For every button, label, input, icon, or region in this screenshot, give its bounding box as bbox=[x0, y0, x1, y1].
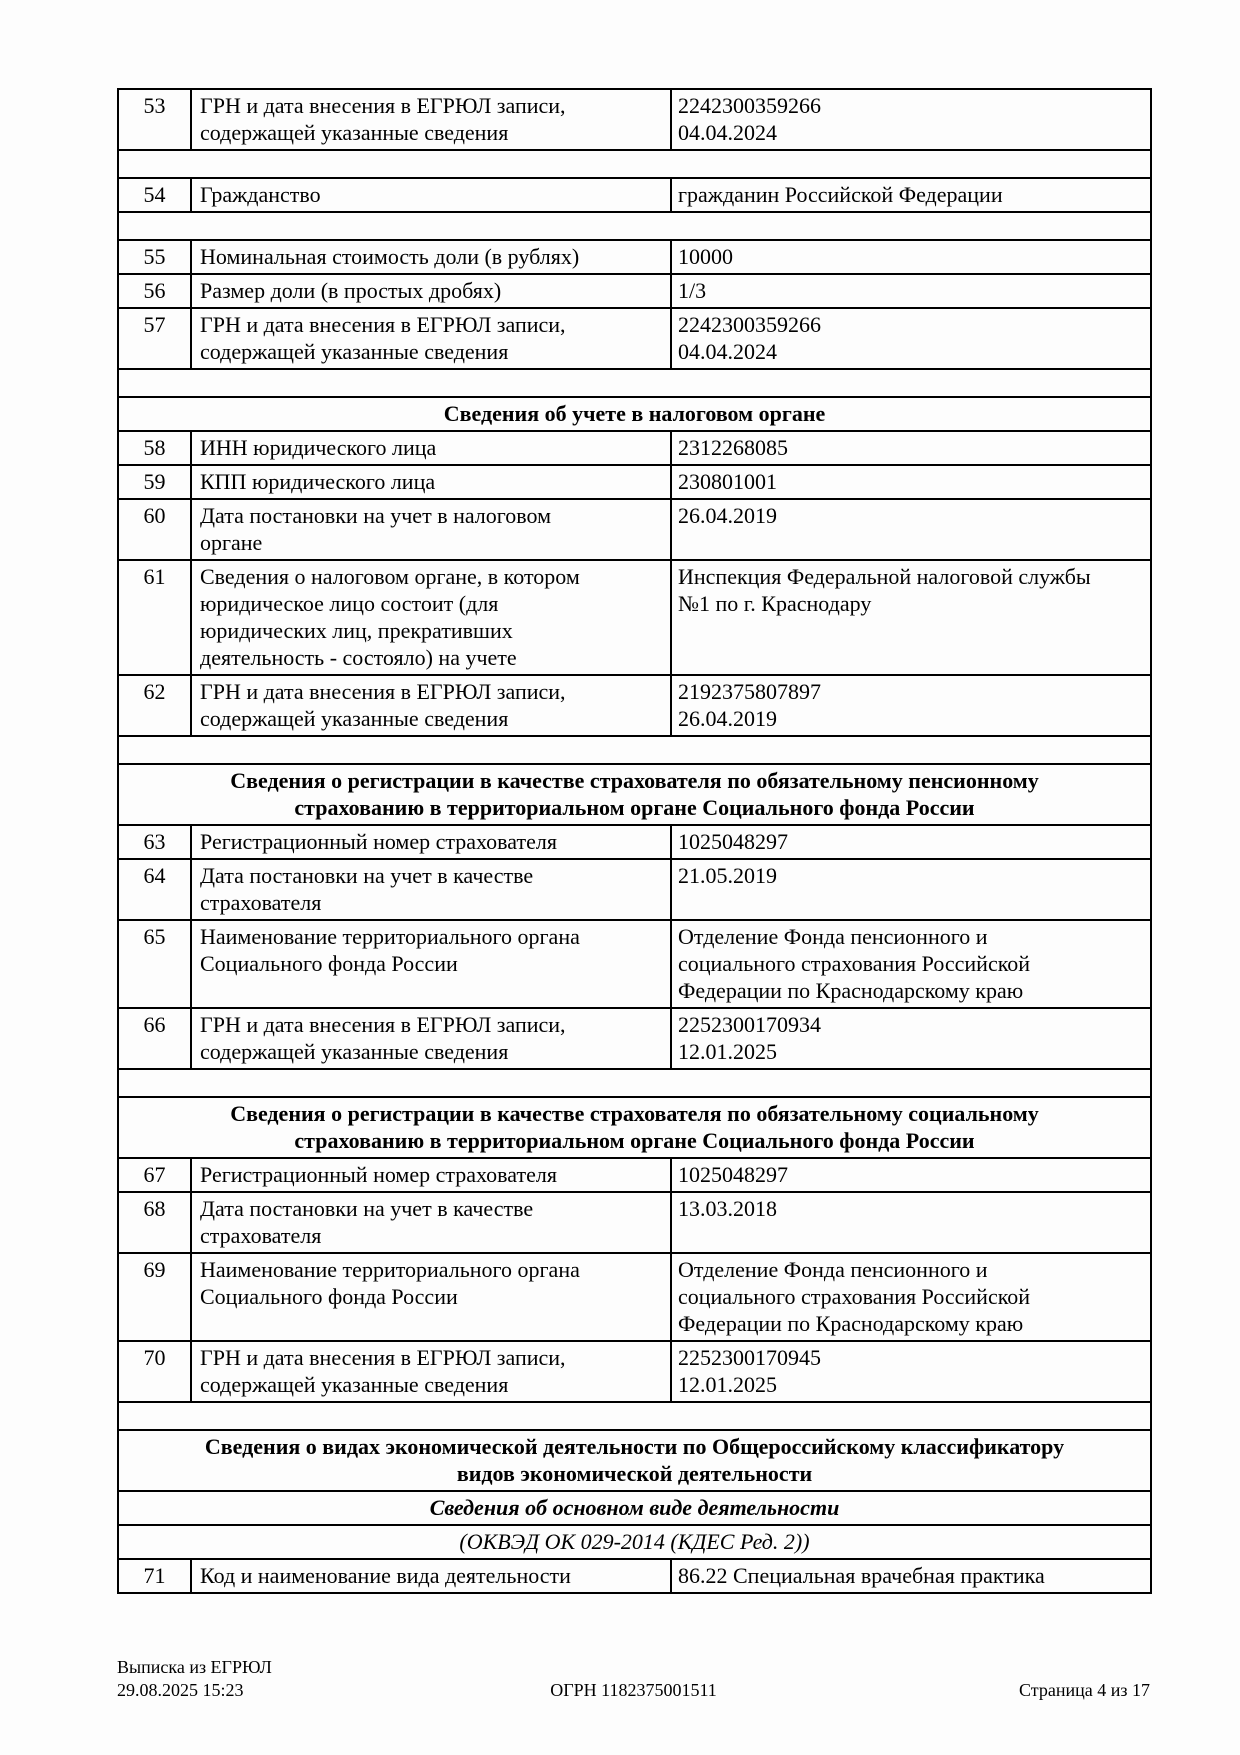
row-label-line: КПП юридического лица bbox=[200, 469, 436, 494]
row-label-line: Наименование территориального органа bbox=[200, 1257, 580, 1282]
row-value-cell bbox=[671, 825, 1151, 859]
row-number-cell: 67 bbox=[118, 1158, 191, 1192]
section-header-row bbox=[118, 1430, 1151, 1491]
row-value-cell bbox=[671, 465, 1151, 499]
row-label-line: ГРН и дата внесения в ЕГРЮЛ записи, bbox=[200, 679, 566, 704]
row-number-cell: 70 bbox=[118, 1341, 191, 1402]
row-number-cell: 53 bbox=[118, 89, 191, 150]
section-header-cell bbox=[118, 1097, 1151, 1158]
row-label-line: ГРН и дата внесения в ЕГРЮЛ записи, bbox=[200, 1012, 566, 1037]
table-row bbox=[118, 240, 1151, 274]
row-label-line: деятельность - состояло) на учете bbox=[200, 645, 517, 670]
row-value-line: 1/3 bbox=[678, 278, 707, 303]
row-label-line: ГРН и дата внесения в ЕГРЮЛ записи, bbox=[200, 93, 566, 118]
row-value-line: Отделение Фонда пенсионного и bbox=[678, 1257, 988, 1282]
row-value-line: Федерации по Краснодарскому краю bbox=[678, 1311, 1024, 1336]
row-label-line: содержащей указанные сведения bbox=[200, 1372, 509, 1397]
row-value-cell bbox=[671, 859, 1151, 920]
row-number-cell: 68 bbox=[118, 1192, 191, 1253]
spacer-cell bbox=[118, 150, 1151, 178]
table-row bbox=[118, 920, 1151, 1008]
section-header-cell bbox=[118, 764, 1151, 825]
row-label-cell bbox=[191, 465, 671, 499]
table-row bbox=[118, 1192, 1151, 1253]
row-number-cell: 54 bbox=[118, 178, 191, 212]
spacer-row bbox=[118, 150, 1151, 178]
table-row bbox=[118, 825, 1151, 859]
row-label-cell bbox=[191, 308, 671, 369]
row-value-cell bbox=[671, 920, 1151, 1008]
row-label-line: Регистрационный номер страхователя bbox=[200, 829, 557, 854]
row-value-line: 2252300170934 bbox=[678, 1012, 821, 1037]
table-row bbox=[118, 178, 1151, 212]
row-label-line: содержащей указанные сведения bbox=[200, 1039, 509, 1064]
row-value-line: 1025048297 bbox=[678, 829, 788, 854]
row-label-line: юридических лиц, прекративших bbox=[200, 618, 513, 643]
table-row bbox=[118, 1158, 1151, 1192]
row-number-cell: 66 bbox=[118, 1008, 191, 1069]
row-label-cell bbox=[191, 240, 671, 274]
spacer-cell bbox=[118, 736, 1151, 764]
row-label-line: Социального фонда России bbox=[200, 1284, 458, 1309]
section-header-cell bbox=[118, 1430, 1151, 1491]
row-label-cell bbox=[191, 1559, 671, 1593]
section-header-line: Сведения о видах экономической деятельности по Общероссийскому классификатору bbox=[204, 1434, 1065, 1459]
row-label-cell bbox=[191, 1341, 671, 1402]
row-label-line: ИНН юридического лица bbox=[200, 435, 437, 460]
row-value-line: 2252300170945 bbox=[678, 1345, 821, 1370]
row-number-cell: 55 bbox=[118, 240, 191, 274]
row-value-line: 12.01.2025 bbox=[678, 1039, 777, 1064]
row-label-line: органе bbox=[200, 530, 263, 555]
row-label-line: содержащей указанные сведения bbox=[200, 120, 509, 145]
table-row bbox=[118, 274, 1151, 308]
row-label-line: юридическое лицо состоит (для bbox=[200, 591, 499, 616]
section-header-line: Сведения об учете в налоговом органе bbox=[443, 401, 826, 426]
egrul-table-body bbox=[118, 89, 1151, 1593]
row-label-line: ГРН и дата внесения в ЕГРЮЛ записи, bbox=[200, 1345, 566, 1370]
spacer-row bbox=[118, 1069, 1151, 1097]
row-label-cell bbox=[191, 825, 671, 859]
row-value-line: 2312268085 bbox=[678, 435, 788, 460]
row-value-line: 04.04.2024 bbox=[678, 120, 777, 145]
row-value-line: Отделение Фонда пенсионного и bbox=[678, 924, 988, 949]
table-row bbox=[118, 1253, 1151, 1341]
row-label-line: Гражданство bbox=[200, 182, 321, 207]
row-number-cell: 62 bbox=[118, 675, 191, 736]
row-value-line: 21.05.2019 bbox=[678, 863, 777, 888]
row-value-line: 26.04.2019 bbox=[678, 706, 777, 731]
section-header-cell bbox=[118, 1525, 1151, 1559]
spacer-row bbox=[118, 736, 1151, 764]
row-number-cell: 60 bbox=[118, 499, 191, 560]
row-value-cell bbox=[671, 1341, 1151, 1402]
row-number-cell: 64 bbox=[118, 859, 191, 920]
row-value-cell bbox=[671, 1192, 1151, 1253]
spacer-row bbox=[118, 1402, 1151, 1430]
footer-datetime: 29.08.2025 15:23 bbox=[117, 1680, 244, 1700]
table-row bbox=[118, 1341, 1151, 1402]
row-value-cell bbox=[671, 1158, 1151, 1192]
spacer-cell bbox=[118, 369, 1151, 397]
section-header-row bbox=[118, 1097, 1151, 1158]
row-label-line: Номинальная стоимость доли (в рублях) bbox=[200, 244, 580, 269]
row-label-line: ГРН и дата внесения в ЕГРЮЛ записи, bbox=[200, 312, 566, 337]
row-label-cell bbox=[191, 89, 671, 150]
row-label-line: содержащей указанные сведения bbox=[200, 339, 509, 364]
row-label-line: Код и наименование вида деятельности bbox=[200, 1563, 571, 1588]
section-header-row bbox=[118, 1525, 1151, 1559]
row-number-cell: 65 bbox=[118, 920, 191, 1008]
row-value-line: 2242300359266 bbox=[678, 93, 821, 118]
row-number-cell: 69 bbox=[118, 1253, 191, 1341]
row-value-cell bbox=[671, 499, 1151, 560]
spacer-cell bbox=[118, 1402, 1151, 1430]
row-value-cell bbox=[671, 274, 1151, 308]
spacer-cell bbox=[118, 1069, 1151, 1097]
row-value-line: №1 по г. Краснодару bbox=[678, 591, 872, 616]
row-number-cell: 59 bbox=[118, 465, 191, 499]
table-row bbox=[118, 431, 1151, 465]
section-header-line: страхованию в территориальном органе Социального фонда России bbox=[294, 795, 975, 820]
row-label-cell bbox=[191, 178, 671, 212]
row-value-cell bbox=[671, 1253, 1151, 1341]
row-value-cell bbox=[671, 560, 1151, 675]
section-header-cell bbox=[118, 397, 1151, 431]
row-label-cell bbox=[191, 274, 671, 308]
row-number-cell: 63 bbox=[118, 825, 191, 859]
footer-doc-title: Выписка из ЕГРЮЛ bbox=[117, 1657, 272, 1677]
footer-page-number: Страница 4 из 17 bbox=[1019, 1680, 1150, 1700]
table-row bbox=[118, 89, 1151, 150]
row-value-line: 2242300359266 bbox=[678, 312, 821, 337]
spacer-cell bbox=[118, 212, 1151, 240]
row-label-cell bbox=[191, 675, 671, 736]
spacer-row bbox=[118, 212, 1151, 240]
row-value-line: социального страхования Российской bbox=[678, 951, 1031, 976]
row-value-cell bbox=[671, 1559, 1151, 1593]
section-header-line: (ОКВЭД ОК 029-2014 (КДЕС Ред. 2)) bbox=[459, 1529, 810, 1554]
row-value-line: 2192375807897 bbox=[678, 679, 821, 704]
section-header-line: видов экономической деятельности bbox=[456, 1461, 813, 1486]
section-header-line: Сведения об основном виде деятельности bbox=[429, 1495, 840, 1520]
row-label-cell bbox=[191, 859, 671, 920]
row-number-cell: 57 bbox=[118, 308, 191, 369]
row-value-line: социального страхования Российской bbox=[678, 1284, 1031, 1309]
row-number-cell: 56 bbox=[118, 274, 191, 308]
row-value-line: 10000 bbox=[678, 244, 733, 269]
row-label-cell bbox=[191, 560, 671, 675]
row-label-cell bbox=[191, 1008, 671, 1069]
table-row bbox=[118, 675, 1151, 736]
row-label-line: содержащей указанные сведения bbox=[200, 706, 509, 731]
section-header-line: страхованию в территориальном органе Социального фонда России bbox=[294, 1128, 975, 1153]
row-label-line: Социального фонда России bbox=[200, 951, 458, 976]
row-value-line: 12.01.2025 bbox=[678, 1372, 777, 1397]
spacer-row bbox=[118, 369, 1151, 397]
row-value-line: 04.04.2024 bbox=[678, 339, 777, 364]
row-value-line: Инспекция Федеральной налоговой службы bbox=[678, 564, 1091, 589]
row-label-cell bbox=[191, 1192, 671, 1253]
row-label-line: Размер доли (в простых дробях) bbox=[200, 278, 502, 303]
row-value-cell bbox=[671, 178, 1151, 212]
row-number-cell: 61 bbox=[118, 560, 191, 675]
section-header-row bbox=[118, 764, 1151, 825]
section-header-line: Сведения о регистрации в качестве страхователя по обязательному пенсионному bbox=[230, 768, 1039, 793]
row-value-line: 26.04.2019 bbox=[678, 503, 777, 528]
row-label-line: Дата постановки на учет в налоговом bbox=[200, 503, 552, 528]
section-header-row bbox=[118, 397, 1151, 431]
row-label-cell bbox=[191, 920, 671, 1008]
row-value-cell bbox=[671, 1008, 1151, 1069]
row-label-line: страхователя bbox=[200, 1223, 322, 1248]
row-value-line: гражданин Российской Федерации bbox=[678, 182, 1003, 207]
row-value-line: 13.03.2018 bbox=[678, 1196, 777, 1221]
table-row bbox=[118, 465, 1151, 499]
row-value-cell bbox=[671, 675, 1151, 736]
table-row bbox=[118, 1008, 1151, 1069]
section-header-line: Сведения о регистрации в качестве страхователя по обязательному социальному bbox=[230, 1101, 1039, 1126]
table-row bbox=[118, 499, 1151, 560]
section-header-row bbox=[118, 1491, 1151, 1525]
row-value-line: Федерации по Краснодарскому краю bbox=[678, 978, 1024, 1003]
row-value-line: 86.22 Специальная врачебная практика bbox=[678, 1563, 1045, 1588]
row-label-cell bbox=[191, 1158, 671, 1192]
table-row bbox=[118, 1559, 1151, 1593]
row-value-cell bbox=[671, 308, 1151, 369]
table-row bbox=[118, 308, 1151, 369]
footer-ogrn: ОГРН 1182375001511 bbox=[550, 1680, 717, 1700]
row-value-cell bbox=[671, 240, 1151, 274]
row-value-cell bbox=[671, 89, 1151, 150]
section-header-cell bbox=[118, 1491, 1151, 1525]
row-number-cell: 71 bbox=[118, 1559, 191, 1593]
row-label-line: Сведения о налоговом органе, в котором bbox=[200, 564, 580, 589]
row-label-cell bbox=[191, 1253, 671, 1341]
row-value-cell bbox=[671, 431, 1151, 465]
row-label-line: Дата постановки на учет в качестве bbox=[200, 863, 534, 888]
row-value-line: 230801001 bbox=[678, 469, 777, 494]
row-label-line: Наименование территориального органа bbox=[200, 924, 580, 949]
table-row bbox=[118, 859, 1151, 920]
egrul-table bbox=[117, 88, 1152, 1594]
table-row bbox=[118, 560, 1151, 675]
row-label-cell bbox=[191, 499, 671, 560]
row-label-line: Регистрационный номер страхователя bbox=[200, 1162, 557, 1187]
row-label-line: страхователя bbox=[200, 890, 322, 915]
row-label-cell bbox=[191, 431, 671, 465]
row-label-line: Дата постановки на учет в качестве bbox=[200, 1196, 534, 1221]
row-value-line: 1025048297 bbox=[678, 1162, 788, 1187]
row-number-cell: 58 bbox=[118, 431, 191, 465]
